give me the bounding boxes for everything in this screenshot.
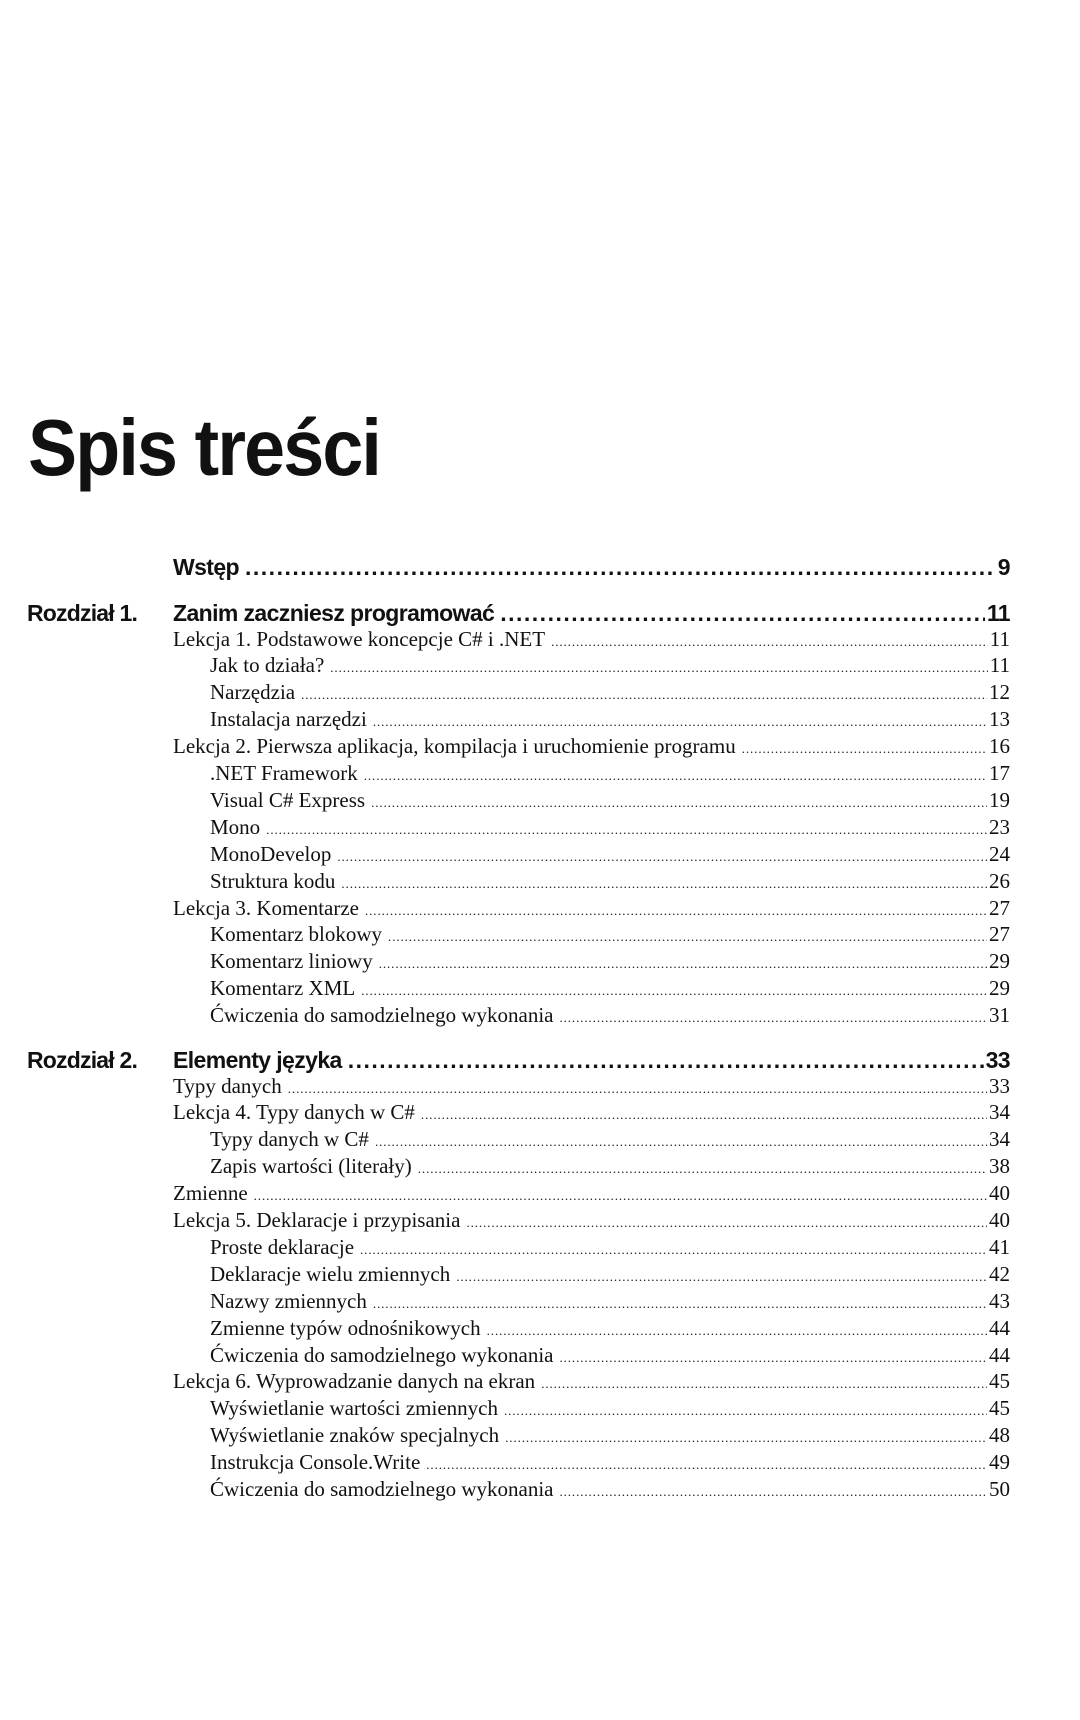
entry-title: Instalacja narzędzi xyxy=(210,707,367,732)
dot-leader xyxy=(559,1010,987,1026)
toc-entry[interactable] xyxy=(210,761,1010,786)
page-number: 43 xyxy=(989,1288,1010,1313)
dot-leader xyxy=(379,956,987,972)
page-number: 34 xyxy=(989,1100,1010,1125)
page-number: 38 xyxy=(989,1154,1010,1179)
toc-entry[interactable] xyxy=(210,922,1010,947)
toc-row xyxy=(0,1002,1080,1029)
toc-row xyxy=(0,841,1080,868)
toc-entry[interactable] xyxy=(210,1235,1010,1260)
toc-entry[interactable] xyxy=(210,1003,1010,1028)
toc-row xyxy=(0,1476,1080,1503)
toc-row xyxy=(0,706,1080,733)
toc-entry[interactable] xyxy=(210,1316,1010,1341)
toc-row xyxy=(0,1234,1080,1261)
toc-row xyxy=(0,868,1080,895)
toc-entry[interactable] xyxy=(173,734,1010,759)
toc-row xyxy=(0,626,1080,653)
toc-row xyxy=(0,760,1080,787)
chapter-label: Rozdział 2. xyxy=(27,1046,138,1073)
toc-row xyxy=(0,1126,1080,1153)
dot-leader xyxy=(330,660,987,676)
toc-entry[interactable] xyxy=(210,949,1010,974)
dot-leader xyxy=(371,795,987,811)
dot-leader xyxy=(559,1350,987,1366)
page-number: 44 xyxy=(989,1315,1010,1340)
entry-title: Zanim zaczniesz programować xyxy=(173,599,495,626)
entry-title: Ćwiczenia do samodzielnego wykonania xyxy=(210,1477,554,1501)
entry-title: Elementy języka xyxy=(173,1046,342,1073)
entry-title: Komentarz blokowy xyxy=(210,922,383,947)
toc-entry[interactable] xyxy=(210,680,1010,705)
entry-title: Wyświetlanie znaków specjalnych xyxy=(210,1423,500,1448)
toc-entry[interactable] xyxy=(173,1074,1010,1099)
entry-title: Nazwy zmiennych xyxy=(210,1288,367,1313)
page-number: 40 xyxy=(989,1181,1010,1206)
toc-entry[interactable] xyxy=(173,554,1010,581)
dot-leader xyxy=(288,1081,987,1097)
page-number: 50 xyxy=(989,1477,1010,1501)
entry-title: Ćwiczenia do samodzielnego wykonania xyxy=(210,1003,554,1028)
toc-entry[interactable] xyxy=(210,1343,1010,1368)
toc-row xyxy=(0,1422,1080,1449)
dot-leader xyxy=(388,929,987,945)
dot-leader xyxy=(373,714,987,730)
dot-leader xyxy=(505,1430,987,1446)
toc-entry[interactable] xyxy=(210,1450,1010,1475)
entry-title: .NET Framework xyxy=(210,761,358,785)
page-number: 9 xyxy=(997,553,1010,580)
page-number: 19 xyxy=(989,787,1010,812)
entry-title: Zapis wartości (literały) xyxy=(210,1154,412,1179)
toc-entry[interactable] xyxy=(210,707,1010,732)
entry-title: Instrukcja Console.Write xyxy=(210,1450,421,1475)
toc-row xyxy=(0,1073,1080,1100)
page-number: 17 xyxy=(989,761,1010,785)
toc-entry[interactable] xyxy=(173,1100,1010,1125)
entry-title: Proste deklaracje xyxy=(210,1234,355,1259)
dot-leader xyxy=(245,554,996,581)
toc-entry[interactable] xyxy=(210,653,1010,678)
dot-leader xyxy=(418,1161,987,1177)
toc-entry[interactable] xyxy=(210,869,1010,894)
toc-entry[interactable] xyxy=(173,600,1010,627)
entry-title: Komentarz XML xyxy=(210,976,356,1001)
page-number: 11 xyxy=(989,626,1010,651)
toc-row xyxy=(0,1288,1080,1315)
entry-title: Jak to działa? xyxy=(210,653,325,678)
entry-title: Visual C# Express xyxy=(210,787,366,812)
chapter-label: Rozdział 1. xyxy=(27,599,138,626)
toc-entry[interactable] xyxy=(173,1369,1010,1394)
dot-leader xyxy=(348,1047,984,1074)
entry-title: Lekcja 4. Typy danych w C# xyxy=(173,1100,415,1125)
page-number: 23 xyxy=(989,814,1010,839)
page-number: 16 xyxy=(989,734,1010,759)
entry-title: Deklaracje wielu zmiennych xyxy=(210,1261,451,1286)
toc-row xyxy=(0,921,1080,948)
dot-leader xyxy=(559,1484,987,1500)
dot-leader xyxy=(466,1215,987,1231)
page-number: 49 xyxy=(989,1450,1010,1475)
toc-row xyxy=(0,1395,1080,1422)
dot-leader xyxy=(421,1107,987,1123)
page-number: 33 xyxy=(985,1046,1010,1073)
toc-row xyxy=(0,1342,1080,1369)
entry-title: Komentarz liniowy xyxy=(210,949,373,974)
page-title: Spis treści xyxy=(28,403,381,492)
toc-entry[interactable] xyxy=(210,1262,1010,1287)
dot-leader xyxy=(375,1134,987,1150)
dot-leader xyxy=(266,822,987,838)
entry-title: Lekcja 5. Deklaracje i przypisania xyxy=(173,1208,461,1232)
dot-leader xyxy=(742,741,987,757)
page-number: 33 xyxy=(989,1073,1010,1098)
entry-title: Lekcja 2. Pierwsza aplikacja, kompilacja i uruchomienie programu xyxy=(173,734,736,759)
page-number: 29 xyxy=(989,976,1010,1001)
toc-row xyxy=(0,733,1080,760)
page-number: 45 xyxy=(989,1396,1010,1421)
dot-leader xyxy=(337,849,987,865)
entry-title: Lekcja 6. Wyprowadzanie danych na ekran xyxy=(173,1369,536,1394)
entry-title: Narzędzia xyxy=(210,680,296,705)
dot-leader xyxy=(254,1188,987,1204)
toc-entry[interactable] xyxy=(210,842,1010,867)
dot-leader xyxy=(487,1323,987,1339)
toc-entry[interactable] xyxy=(173,896,1010,921)
page-number: 13 xyxy=(989,707,1010,732)
toc-row xyxy=(0,1099,1080,1126)
entry-title: Wstęp xyxy=(173,553,240,580)
toc-row xyxy=(0,652,1080,679)
toc-entry[interactable] xyxy=(210,1423,1010,1448)
page-number: 11 xyxy=(989,653,1010,678)
page-number: 42 xyxy=(989,1261,1010,1286)
dot-leader xyxy=(500,600,985,627)
chapter-row xyxy=(0,600,1080,627)
entry-title: Wyświetlanie wartości zmiennych xyxy=(210,1396,498,1421)
toc-row xyxy=(0,1315,1080,1342)
toc-row xyxy=(0,975,1080,1002)
dot-leader xyxy=(364,768,987,784)
entry-title: Lekcja 1. Podstawowe koncepcje C# i .NET xyxy=(173,626,546,651)
entry-title: Zmienne xyxy=(173,1181,248,1206)
page-number: 48 xyxy=(989,1423,1010,1448)
entry-title: MonoDevelop xyxy=(210,841,332,866)
toc-row xyxy=(0,948,1080,975)
toc-row xyxy=(0,787,1080,814)
dot-leader xyxy=(426,1457,987,1473)
dot-leader xyxy=(541,1376,987,1392)
toc-entry[interactable] xyxy=(210,1396,1010,1421)
page-number: 41 xyxy=(989,1234,1010,1259)
toc-row xyxy=(0,1261,1080,1288)
dot-leader xyxy=(365,903,987,919)
toc-entry[interactable] xyxy=(173,1047,1010,1074)
toc-row xyxy=(0,1180,1080,1207)
toc-row xyxy=(0,1368,1080,1395)
toc-entry[interactable] xyxy=(210,976,1010,1001)
page-number: 40 xyxy=(989,1208,1010,1232)
entry-title: Typy danych w C# xyxy=(210,1127,369,1152)
toc-entry[interactable] xyxy=(210,788,1010,813)
page-number: 11 xyxy=(986,599,1010,626)
page-number: 12 xyxy=(989,680,1010,705)
entry-title: Struktura kodu xyxy=(210,868,336,893)
dot-leader xyxy=(301,687,987,703)
page-number: 44 xyxy=(989,1342,1010,1367)
chapter-row xyxy=(0,1047,1080,1074)
toc-row xyxy=(0,1207,1080,1234)
page-number: 24 xyxy=(989,841,1010,866)
toc-entry[interactable] xyxy=(210,1289,1010,1314)
page-number: 34 xyxy=(989,1127,1010,1152)
entry-title: Mono xyxy=(210,814,261,839)
entry-title: Ćwiczenia do samodzielnego wykonania xyxy=(210,1342,554,1367)
toc-entry[interactable] xyxy=(173,627,1010,652)
dot-leader xyxy=(504,1403,987,1419)
page-number: 45 xyxy=(989,1369,1010,1394)
toc-row xyxy=(0,679,1080,706)
dot-leader xyxy=(361,983,987,999)
page-number: 27 xyxy=(989,922,1010,947)
toc-row xyxy=(0,1153,1080,1180)
entry-title: Typy danych xyxy=(173,1073,282,1098)
toc-row xyxy=(0,895,1080,922)
entry-title: Zmienne typów odnośnikowych xyxy=(210,1315,481,1340)
toc-entry[interactable] xyxy=(210,1477,1010,1502)
toc-entry[interactable] xyxy=(210,815,1010,840)
page-number: 26 xyxy=(989,868,1010,893)
entry-title: Lekcja 3. Komentarze xyxy=(173,895,359,920)
dot-leader xyxy=(373,1296,987,1312)
toc-entry[interactable] xyxy=(210,1127,1010,1152)
dot-leader xyxy=(341,876,987,892)
dot-leader xyxy=(456,1269,987,1285)
page-number: 27 xyxy=(989,895,1010,920)
toc-entry[interactable] xyxy=(173,1208,1010,1233)
toc-entry[interactable] xyxy=(173,1181,1010,1206)
dot-leader xyxy=(551,634,988,650)
page-number: 31 xyxy=(989,1003,1010,1028)
toc-row xyxy=(0,814,1080,841)
toc-row xyxy=(0,554,1080,581)
page-number: 29 xyxy=(989,949,1010,974)
toc-row xyxy=(0,1449,1080,1476)
dot-leader xyxy=(360,1242,987,1258)
toc-entry[interactable] xyxy=(210,1154,1010,1179)
